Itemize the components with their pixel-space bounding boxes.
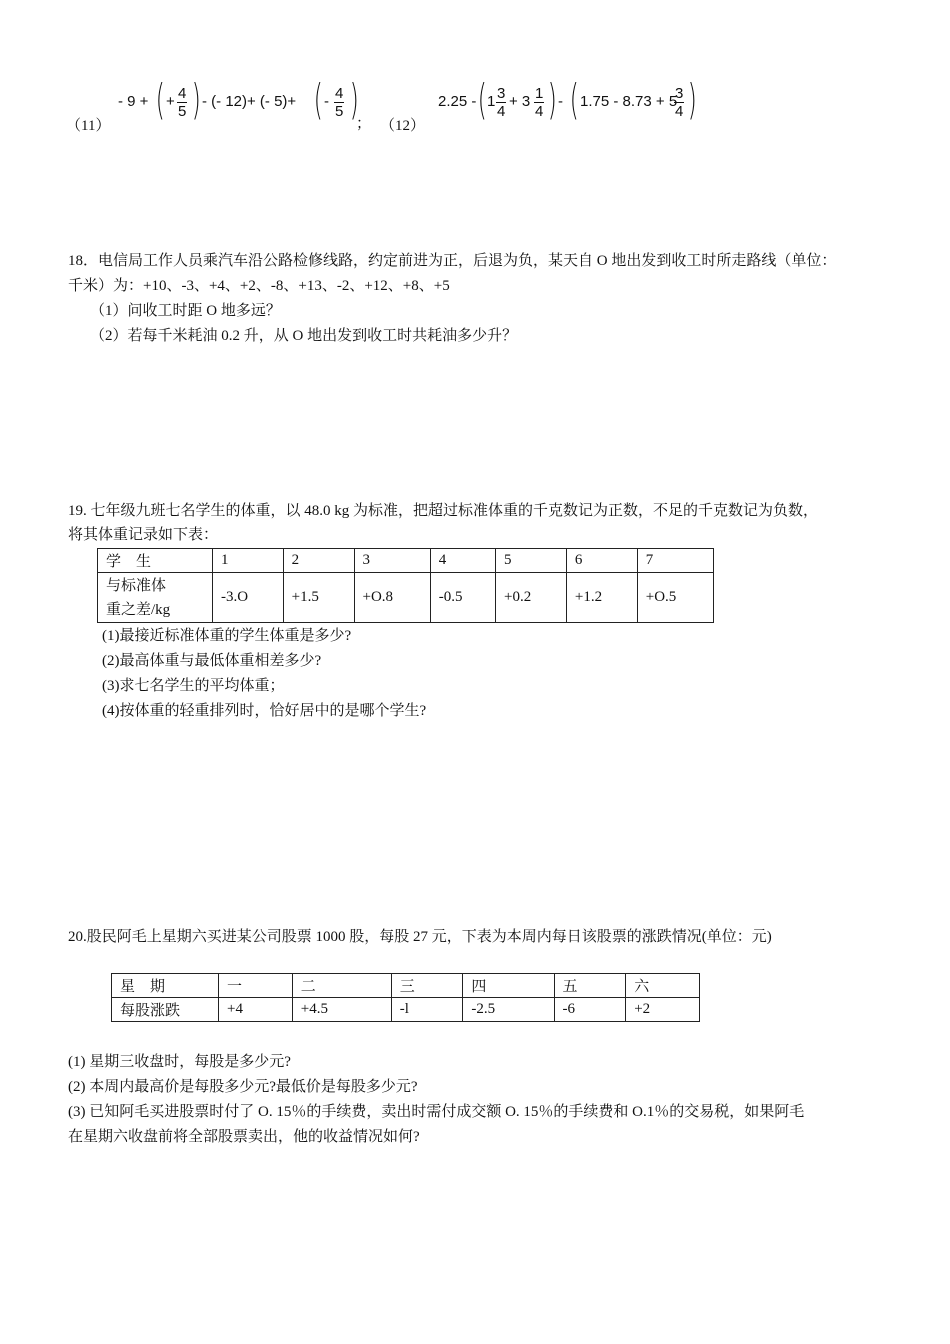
right-paren: ) (547, 75, 557, 124)
table-row-label: 每股涨跌 (112, 998, 219, 1022)
q20-sub-3a: (3) 已知阿毛买进股票时付了 O. 15％的手续费，卖出时需付成交额 O. 15％的手续费和 O.1％的交易税，如果阿毛 (68, 1104, 805, 1120)
q19-line-1: 19. 七年级九班七名学生的体重，以 48.0 kg 为标准，把超过标准体重的千克数记为正数，不足的千克数记为负数， (68, 503, 819, 519)
q18-sub-1: （1）问收工时距 O 地多远？ (90, 303, 281, 319)
expr12-part1: 2.25 - (438, 93, 477, 110)
row-label-line-2: 重之差/kg (106, 601, 171, 618)
fraction-4-5 (334, 85, 344, 120)
expr12-part3: + 3 (509, 93, 531, 110)
fraction-numerator: 1 (535, 85, 544, 102)
table-cell: -6 (554, 998, 626, 1022)
q20-line-1: 20.股民阿毛上星期六买进某公司股票 1000 股，每股 27 元，下表为本周内每日该股票的涨跌情况(单位：元) (68, 929, 772, 945)
table-row-label (98, 573, 213, 623)
table-header-label: 学 生 (98, 549, 213, 573)
table-cell: +0.2 (496, 573, 567, 623)
table-cell: 五 (554, 974, 626, 998)
table-cell: 二 (292, 974, 391, 998)
fraction-denominator: 4 (497, 103, 506, 120)
fraction-3-4 (496, 85, 506, 120)
table-row (98, 573, 714, 623)
table-cell: 4 (430, 549, 495, 573)
table-cell: -l (391, 998, 463, 1022)
left-paren: ( (155, 75, 165, 124)
table-cell: 2 (283, 549, 354, 573)
left-paren: ( (569, 75, 579, 124)
stock-table (111, 973, 700, 1022)
expr11-part1: - 9 + (118, 93, 149, 110)
table-cell: +O.8 (354, 573, 430, 623)
expression-12 (438, 75, 698, 126)
table-row (112, 998, 700, 1022)
q20-sub-2: (2) 本周内最高价是每股多少元?最低价是每股多少元? (68, 1079, 418, 1095)
weight-table (97, 548, 714, 623)
q20-sub-3b: 在星期六收盘前将全部股票卖出，他的收益情况如何? (68, 1129, 420, 1145)
table-row (112, 974, 700, 998)
table-cell: -0.5 (430, 573, 495, 623)
row-label-line-1: 与标准体 (106, 577, 167, 594)
fraction-numerator: 4 (335, 85, 344, 102)
fraction-denominator: 5 (178, 103, 187, 120)
fraction-numerator: 3 (675, 85, 684, 102)
semicolon: ； (356, 116, 372, 132)
expr11-part2: + (166, 93, 175, 110)
table-cell: 7 (637, 549, 713, 573)
table-cell: +4.5 (292, 998, 391, 1022)
expression-11 (118, 75, 368, 126)
table-cell: 一 (219, 974, 293, 998)
q18-line-2: 千米）为：+10、-3、+4、+2、-8、+13、-2、+12、+8、+5 (68, 278, 450, 294)
table-row (98, 549, 714, 573)
q20-sub-1: (1) 星期三收盘时，每股是多少元? (68, 1054, 291, 1070)
problem-12-label: （12） (380, 118, 426, 134)
q19-sub-1: (1)最接近标准体重的学生体重是多少? (102, 628, 352, 644)
table-cell: -3.O (213, 573, 284, 623)
table-cell: 6 (566, 549, 637, 573)
problem-11-label: （11） (66, 118, 111, 134)
q18-line-1: 18．电信局工作人员乘汽车沿公路检修线路，约定前进为正，后退为负，某天自 O 地出发到收工时所走路线（单位： (68, 253, 837, 269)
expr11-part3: - (- 12)+ (- 5)+ (202, 93, 297, 110)
table-cell: 5 (496, 549, 567, 573)
right-paren: ) (191, 75, 201, 124)
table-cell: 三 (391, 974, 463, 998)
table-cell: -2.5 (463, 998, 554, 1022)
q19-sub-3: (3)求七名学生的平均体重； (102, 678, 285, 694)
fraction-1-4 (534, 85, 544, 120)
table-cell: +2 (626, 998, 700, 1022)
fraction-numerator: 3 (497, 85, 506, 102)
right-paren: ) (349, 75, 359, 124)
fraction-numerator: 4 (178, 85, 187, 102)
table-cell: +4 (219, 998, 293, 1022)
fraction-denominator: 4 (535, 103, 544, 120)
left-paren: ( (313, 75, 323, 124)
q18-sub-2: （2）若每千米耗油 0.2 升，从 O 地出发到收工时共耗油多少升？ (90, 328, 518, 344)
table-cell: +1.5 (283, 573, 354, 623)
expr12-part5: 1.75 - 8.73 + 5 (580, 93, 678, 110)
table-cell: 3 (354, 549, 430, 573)
table-cell: +1.2 (566, 573, 637, 623)
q19-line-2: 将其体重记录如下表： (68, 527, 219, 543)
table-cell: 1 (213, 549, 284, 573)
q19-sub-2: (2)最高体重与最低体重相差多少? (102, 653, 322, 669)
fraction-4-5 (177, 85, 187, 120)
fraction-denominator: 5 (335, 103, 344, 120)
expr12-part2: 1 (487, 93, 496, 110)
table-cell: 四 (463, 974, 554, 998)
left-paren: ( (477, 75, 487, 124)
q19-sub-4: (4)按体重的轻重排列时，恰好居中的是哪个学生? (102, 703, 427, 719)
fraction-denominator: 4 (675, 103, 684, 120)
right-paren: ) (687, 75, 697, 124)
expr11-part4: - (324, 93, 329, 110)
expr12-part4: - (558, 93, 563, 110)
fraction-3-4 (674, 85, 684, 120)
table-header-label: 星 期 (112, 974, 219, 998)
table-cell: 六 (626, 974, 700, 998)
table-cell: +O.5 (637, 573, 713, 623)
